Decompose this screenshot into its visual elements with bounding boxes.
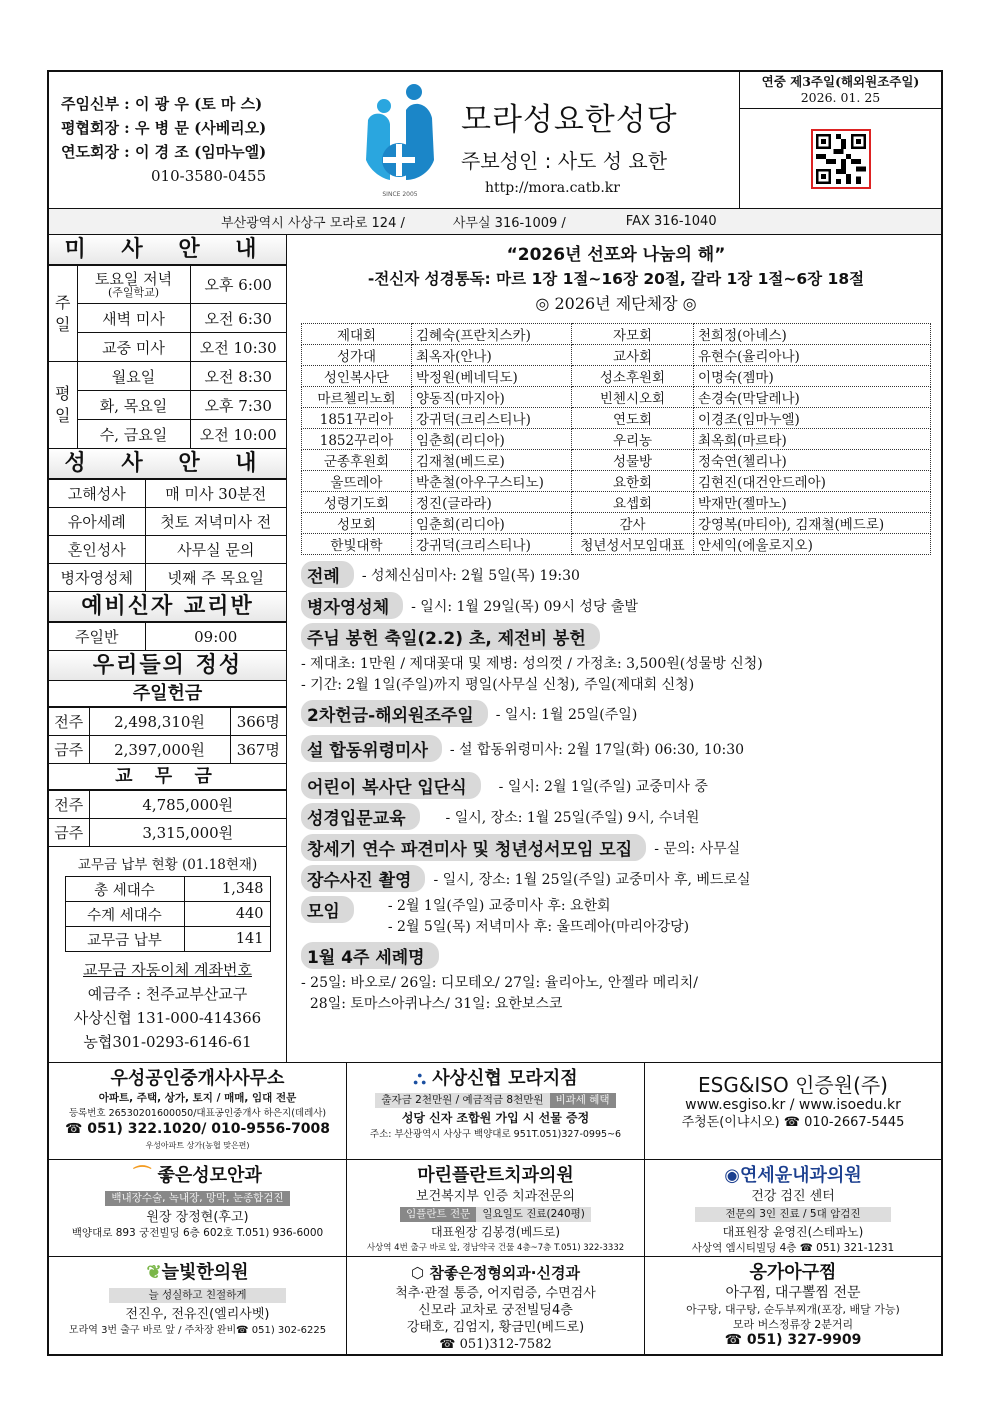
org-leader: 박정원(베네딕도): [412, 366, 572, 387]
table-row: 금주 2,397,000원 367명: [49, 736, 286, 764]
org-name: 제대회: [302, 324, 412, 345]
ad-restaurant: 옹가아구찜 아구찜, 대구뽈찜 전문 아구탕, 대구탕, 순두부찌개(포장, 배달 가능) 모라 버스정류장 2분거리 ☎ 051) 327-9909: [686, 1262, 900, 1348]
notice-genesis-retreat: 창세기 연수 파견미사 및 청년성서모임 모집 - 문의: 사무실: [301, 834, 931, 861]
account-title: 교무금 자동이체 계좌번호: [83, 961, 252, 979]
bulletin-date: 2026. 01. 25: [800, 90, 881, 105]
table-row: 평일 월요일 오전 8:30: [49, 362, 286, 391]
staff-list: [49, 72, 345, 208]
church-address: 부산광역시 사상구 모라로 124 /: [221, 216, 405, 231]
dues-title: 교 무 금: [49, 764, 286, 790]
auto-transfer-accounts: [49, 952, 286, 1062]
church-logo: [345, 72, 455, 208]
table-row: 병자영성체 넷째 주 목요일: [49, 564, 286, 592]
catechumen-table: [49, 622, 286, 651]
notice-altar-servers: 어린이 복사단 입단식 - 일시: 2월 1일(주일) 교중미사 중: [301, 772, 931, 799]
table-row: [302, 471, 931, 492]
org-name: 1852꾸리아: [302, 429, 412, 450]
ad-internal-medicine: ◉연세윤내과의원 건강 검진 센터 전문의 3인 진료 / 5대 암검진 대표원장 윤영진(스테파노) 사상역 엠시티빌딩 4층 ☎ 051) 321-1231: [645, 1160, 941, 1257]
svg-text:SINCE 2005: SINCE 2005: [382, 191, 418, 198]
staff-council-president: 평협회장 : 우 병 문 (사베리오): [61, 119, 267, 137]
table-row: 유아세례 첫토 저녁미사 전: [49, 508, 286, 536]
table-row: 전주 2,498,310원 366명: [49, 708, 286, 736]
org-leader: 김현진(대건안드레아): [694, 471, 931, 492]
notice-bible-intro: 성경입문교육 - 일시, 장소: 1월 25일(주일) 9시, 수녀원: [301, 803, 931, 830]
org-name: 요한회: [572, 471, 694, 492]
dues-status-caption: 교무금 납부 현황 (01.18현재): [77, 857, 258, 873]
org-leader: 임춘희(리디아): [412, 429, 572, 450]
sunday-offering-title: 주일헌금: [49, 681, 286, 707]
org-name: 군종후원회: [302, 450, 412, 471]
table-row: 수, 금요일 오전 10:00: [49, 420, 286, 449]
notice-portrait-photo: 장수사진 촬영 - 일시, 장소: 1월 25일(주일) 교중미사 후, 베드로실: [301, 865, 931, 892]
org-name: 성인복사단: [302, 366, 412, 387]
org-leader: 김혜숙(프란치스카): [412, 324, 572, 345]
org-name: 성모회: [302, 513, 412, 534]
notice-second-collection: 2차헌금-해외원조주일 - 일시: 1월 25일(주일): [301, 700, 931, 727]
org-leader: 유현수(율리아나): [694, 345, 931, 366]
org-name: 빈첸시오회: [572, 387, 694, 408]
bible-reading: -전신자 성경통독: 마르 1장 1절~16장 20절, 갈라 1장 1절~6장 18절: [367, 270, 865, 288]
org-leader: 임춘희(리디아): [412, 513, 572, 534]
sprout-logo-icon: ❦: [146, 1262, 162, 1283]
table-row: [302, 450, 931, 471]
ad-credit-union: ⛬ 사상신협 모라지점 출자금 2천만원 / 예금적금 8천만원 비과세 혜택 성당 신자 조합원 가입 시 선물 증정 주소: 부산광역시 사상구 백양대로 951T.051)327-0995~6: [347, 1063, 645, 1160]
table-row: 새벽 미사 오전 6:30: [49, 304, 286, 333]
org-leader: 강귀덕(크리스티나): [412, 408, 572, 429]
mass-schedule-table: [49, 265, 286, 449]
account-number-1: 사상신협 131-000-414366: [73, 1009, 262, 1027]
church-title-block: [455, 72, 739, 208]
address-bar: [49, 209, 941, 235]
org-leader: 손경숙(막달레나): [694, 387, 931, 408]
org-name: 교사회: [572, 345, 694, 366]
org-name: 울뜨레아: [302, 471, 412, 492]
church-name: 모라성요한성당: [461, 102, 678, 138]
account-number-2: 농협301-0293-6146-61: [83, 1033, 252, 1051]
notice-presentation-feast: 주님 봉헌 축일(2.2) 초, 제전비 봉헌: [301, 623, 931, 650]
office-phone: 사무실 316-1009 /: [452, 216, 566, 231]
mass-guide-title: 미 사 안 내: [49, 235, 286, 265]
table-row: [302, 366, 931, 387]
sunday-offering-table: [49, 707, 286, 764]
notice-memorial-mass: 설 합동위령미사 - 설 합동위령미사: 2월 17일(화) 06:30, 10:30: [301, 735, 931, 762]
dues-status: [49, 847, 286, 952]
org-leader: 안세익(에울로지오): [694, 534, 931, 555]
org-leaders-table: [301, 323, 931, 555]
right-column: [287, 235, 941, 1062]
notice-sick-communion: 병자영성체 - 일시: 1월 29일(목) 09시 성당 출발: [301, 592, 931, 619]
ad-esg-iso: ESG&ISO 인증원(주) www.esgiso.kr / www.isoedu.kr 주청돈(이냐시오) ☎ 010-2667-5445: [645, 1063, 941, 1160]
table-row: 교중 미사 오전 10:30: [49, 333, 286, 362]
org-name: 연도회: [572, 408, 694, 429]
patron-saint: 주보성인 : 사도 성 요한: [461, 149, 668, 173]
week-info: [739, 72, 941, 208]
org-leader: 정숙연(첼리나): [694, 450, 931, 471]
table-row: [302, 429, 931, 450]
org-name: 1851꾸리아: [302, 408, 412, 429]
table-row: 금주 3,315,000원: [49, 819, 286, 847]
catechumen-title: 예비신자 교리반: [49, 592, 286, 622]
council-title: ◎ 2026년 제단체장 ◎: [535, 294, 697, 313]
left-column: [49, 235, 287, 1062]
org-name: 요셉회: [572, 492, 694, 513]
org-leader: 천희정(아녜스): [694, 324, 931, 345]
org-leader: 박춘철(아우구스티노): [412, 471, 572, 492]
table-row: [302, 408, 931, 429]
dues-status-table: [65, 876, 271, 952]
org-leader: 강귀덕(크리스티나): [412, 534, 572, 555]
eye-logo-icon: ⌒: [133, 1165, 152, 1186]
org-leader: 최옥희(마르타): [694, 429, 931, 450]
table-row: 주일 토요일 저녁 (주일학교) 오후 6:00: [49, 266, 286, 304]
liturgical-week: 연중 제3주일(해외원조주일) 2026. 01. 25: [740, 72, 941, 109]
clinic-logo-icon: ⬡: [411, 1264, 425, 1282]
advertisements: [49, 1063, 941, 1354]
notices: 전례 - 성체신심미사: 2월 5일(목) 19:30 병자영성체 - 일시: 1월 29일(목) 09시 성당 출발 주님 봉헌 축일(2.2) 초, 제전비 봉헌 - 제대초: 1만원 / 제대꽃대 및 제병: 성의껏 / 가정초: 3,500원(성물방 신청) - 기간: 2월 1일(주일)까지 평일(사무실 신청), 주일(제대회 신청) 2차헌금-해외원조주일 - 일시: 1월 25일(주일) 설 합동위령미사 - 설 합동위령미사: 2월 17일(화) 06:30, 10:30 어린이 복사단 입단식 - 일시: 2월 1일(주일) 교중미사 중 성경입문교육 - 일시, 장소: 1월 25일(주일) 9시, 수녀원 창세기 연수 파견미사 및 청년성서모임 모집 - 문의: 사무실 장수사진 촬영 - 일시, 장소: 1월 25일(주일) 교중미사 후, 베드로실 모임 - 2월 1일(주일) 교중미사 후: 요한회 - 2월 5일(목) 저녁미사 후: 울뜨레아(마리아강당) 1월 4주 세례명 - 25일: 바오로/ 26일: 디모테오/ 27일: 율리아노, 안젤라 메리치/ 28일: 토마스아퀴나스/ 31일: 요한보스코: [301, 561, 931, 1015]
notice-baptismal-names: 1월 4주 세례명: [301, 942, 931, 969]
org-name: 우리농: [572, 429, 694, 450]
credit-union-logo-icon: ⛬: [413, 1068, 426, 1089]
org-name: 성물방: [572, 450, 694, 471]
table-row: [302, 492, 931, 513]
ad-oriental-clinic: ❦늘빛한의원 늘 성실하고 친절하게 전진우, 전유진(엘리사벳) 모라역 3번 출구 바로 앞 / 주차장 완비☎ 051) 302-6225: [49, 1257, 347, 1354]
org-name: 성소후원회: [572, 366, 694, 387]
church-url[interactable]: http://mora.catb.kr: [485, 180, 620, 196]
org-leader: 이경조(임마누엘): [694, 408, 931, 429]
org-leader: 김재철(베드로): [412, 450, 572, 471]
notice-liturgy: 전례 - 성체신심미사: 2월 5일(목) 19:30: [301, 561, 931, 588]
qr-code-icon[interactable]: [811, 129, 871, 189]
year-theme: “2026년 선포와 나눔의 해”: [506, 245, 726, 265]
table-row: 고해성사 매 미사 30분전: [49, 480, 286, 508]
org-leader: 양동직(마지아): [412, 387, 572, 408]
yonsei-logo-icon: ◉: [724, 1165, 740, 1186]
ad-dental-clinic: 마린플란트치과의원 보건복지부 인증 치과전문의 임플란트 전문 일요일도 진료(240평) 대표원장 김봉경(베드로) 사상역 4번 출구 바로 앞, 경남약국 건물 4층~7층 T.051) 322-3332: [347, 1160, 645, 1257]
org-name: 청년성서모임대표: [572, 534, 694, 555]
table-row: [302, 387, 931, 408]
org-name: 성령기도회: [302, 492, 412, 513]
staff-yeondo-president: 연도회장 : 이 경 조 (임마누엘): [61, 143, 267, 161]
table-row: 주일반 09:00: [49, 623, 286, 651]
org-name: 한빛대학: [302, 534, 412, 555]
table-row: [302, 345, 931, 366]
ad-realty: 우성공인중개사사무소 아파트, 주택, 상가, 토지 / 매매, 임대 전문 등록번호 26530201600050/대표공인중개사 하은지(데레사) ☎ 051) 322.1020/ 010-9556-7008 우성아파트 상가(농협 맞은편): [49, 1063, 347, 1160]
header: [49, 72, 941, 209]
dues-table: [49, 790, 286, 847]
bulletin-page: [47, 70, 943, 1356]
staff-phone: 010-3580-0455: [151, 167, 267, 185]
offerings-title: 우리들의 정성: [49, 651, 286, 681]
table-row: 교무금 납부 141: [65, 927, 270, 952]
org-leader: 최옥자(안나): [412, 345, 572, 366]
staff-pastor: 주임신부 : 이 광 우 (토 마 스): [61, 95, 263, 113]
ad-eye-clinic: ⌒ 좋은성모안과 백내장수술, 녹내장, 망막, 눈종합검진 원장 장정현(후고) 백양대로 893 궁전빌딩 6층 602호 T.051) 936-6000: [49, 1160, 347, 1257]
table-row: 수계 세대수 440: [65, 902, 270, 927]
sacrament-table: [49, 479, 286, 592]
org-leader: 박재만(젤마노): [694, 492, 931, 513]
org-leader: 강영복(마티아), 김재철(베드로): [694, 513, 931, 534]
org-name: 자모회: [572, 324, 694, 345]
org-leader: 이명숙(젬마): [694, 366, 931, 387]
church-logo-icon: [358, 80, 442, 200]
ad-orthopedic-clinic: ⬡ 참좋은정형외과·신경과 척추·관절 통증, 어지럼증, 수면검사 신모라 교차로 궁전빌딩4층 강태호, 김엄지, 황금민(베드로) ☎ 051)312-7582: [347, 1257, 645, 1354]
table-row: 혼인성사 사무실 문의: [49, 536, 286, 564]
table-row: [302, 513, 931, 534]
sacrament-guide-title: 성 사 안 내: [49, 449, 286, 479]
org-leader: 정진(글라라): [412, 492, 572, 513]
qr-area: [740, 109, 941, 208]
table-row: 화, 목요일 오후 7:30: [49, 391, 286, 420]
table-row: [302, 534, 931, 555]
org-name: 마르첼리노회: [302, 387, 412, 408]
weekday-label: 평일: [49, 362, 77, 449]
account-holder: 예금주 : 천주교부산교구: [87, 985, 248, 1003]
org-name: 감사: [572, 513, 694, 534]
table-row: 총 세대수 1,348: [65, 877, 270, 902]
table-row: [302, 324, 931, 345]
table-row: 전주 4,785,000원: [49, 791, 286, 819]
org-name: 성가대: [302, 345, 412, 366]
notice-meetings: 모임 - 2월 1일(주일) 교중미사 후: 요한회 - 2월 5일(목) 저녁미사 후: 울뜨레아(마리아강당): [301, 896, 931, 938]
fax-number: FAX 316-1040: [625, 214, 717, 229]
sunday-label: 주일: [49, 266, 77, 362]
content-columns: [49, 235, 941, 1063]
